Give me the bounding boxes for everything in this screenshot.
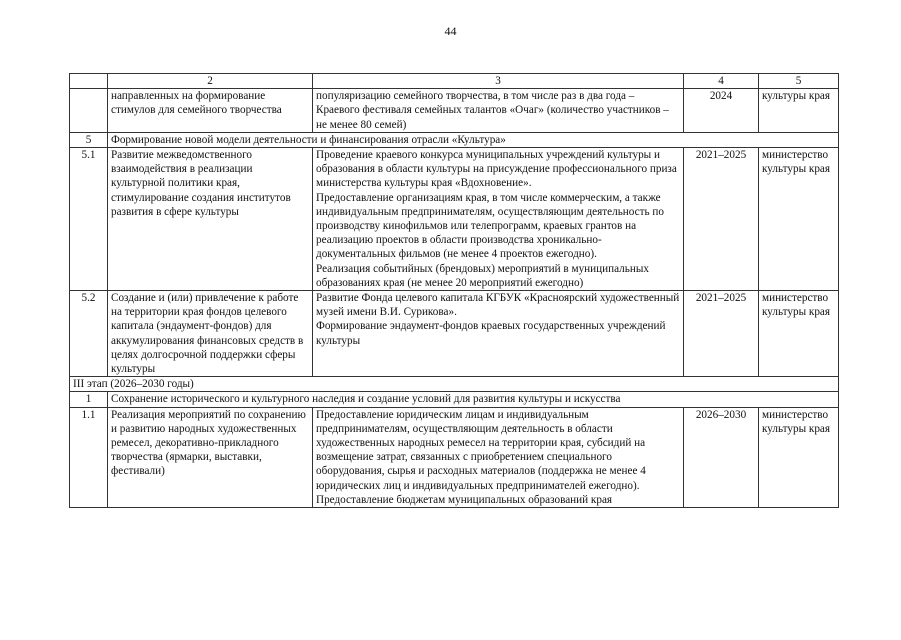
- description-cell: [313, 407, 684, 507]
- row-number: [70, 89, 108, 133]
- description-paragraph: Проведение краевого конкурса муниципальных учреждений культуры и образования в области культуры на присуждение профессионального приза министерства культуры края «Вдохновение».: [316, 149, 677, 190]
- plan-table: [69, 73, 839, 508]
- section-row: [70, 132, 839, 147]
- header-col-1: [70, 74, 108, 89]
- section-number: 5: [70, 132, 108, 147]
- section-title: Сохранение исторического и культурного наследия и создание условий для развития культуры и искусства: [108, 392, 839, 407]
- table-row: [70, 89, 839, 133]
- description-paragraph: Формирование эндаумент-фондов краевых государственных учреждений культуры: [316, 320, 666, 347]
- responsible-cell: министерство культуры края: [759, 148, 839, 291]
- row-number: 1.1: [70, 407, 108, 507]
- header-col-5: 5: [759, 74, 839, 89]
- period-cell: 2021–2025: [684, 291, 759, 377]
- stage-title: III этап (2026–2030 годы): [70, 377, 839, 392]
- period-cell: 2024: [684, 89, 759, 133]
- description-paragraph: Реализация событийных (брендовых) мероприятий в муниципальных образованиях края (не менее 20 мероприятий ежегодно): [316, 262, 649, 289]
- section-title: Формирование новой модели деятельности и финансирования отрасли «Культура»: [108, 132, 839, 147]
- row-number: 5.2: [70, 291, 108, 377]
- description-paragraph: Развитие Фонда целевого капитала КГБУК «Красноярский художественный музей имени В.И. Сурикова».: [316, 292, 680, 319]
- description-cell: [313, 148, 684, 291]
- activity-cell: Реализация мероприятий по сохранению и развитию народных художественных ремесел, декоративно-прикладного творчества (ярмарки, выставки, фестивали): [108, 407, 313, 507]
- description-paragraph: Предоставление организациям края, в том числе коммерческим, а также индивидуальным предпринимателям, осуществляющим деятельность по производству кинофильмов или телепрограмм, краевых грантов на реализацию проектов в области производства хроникально-документальных фильмов (не менее 4 проектов ежегодно).: [316, 191, 664, 261]
- period-cell: 2021–2025: [684, 148, 759, 291]
- responsible-cell: министерство культуры края: [759, 407, 839, 507]
- responsible-cell: культуры края: [759, 89, 839, 133]
- page-number: 44: [444, 24, 457, 38]
- activity-cell: направленных на формирование стимулов для семейного творчества: [108, 89, 313, 133]
- header-col-4: 4: [684, 74, 759, 89]
- header-col-3: 3: [313, 74, 684, 89]
- row-number: 5.1: [70, 148, 108, 291]
- responsible-cell: министерство культуры края: [759, 291, 839, 377]
- section-number: 1: [70, 392, 108, 407]
- description-paragraph: Предоставление юридическим лицам и индивидуальным предпринимателям, осуществляющим деятельность в области художественных народных ремесел на территории края, субсидий на возмещение затрат, связанных с приобретением специального оборудования, сырья и расходных материалов (поддержка не менее 4 юридических лиц и индивидуальных предпринимателей ежегодно).: [316, 408, 646, 492]
- header-row: [70, 74, 839, 89]
- activity-cell: Развитие межведомственного взаимодействия в реализации культурной политики края, стимулирование создания институтов развития в сфере культуры: [108, 148, 313, 291]
- table-row: [70, 148, 839, 291]
- table-row: [70, 291, 839, 377]
- period-cell: 2026–2030: [684, 407, 759, 507]
- description-cell: [313, 291, 684, 377]
- description-cell: популяризацию семейного творчества, в том числе раз в два года – Краевого фестиваля семейных талантов «Очаг» (количество участников – не менее 80 семей): [313, 89, 684, 133]
- stage-row: [70, 377, 839, 392]
- header-col-2: 2: [108, 74, 313, 89]
- description-paragraph: Предоставление бюджетам муниципальных образований края: [316, 493, 613, 506]
- activity-cell: Создание и (или) привлечение к работе на территории края фондов целевого капитала (эндаумент-фондов) для аккумулирования финансовых средств в целях долгосрочной поддержки сферы культуры: [108, 291, 313, 377]
- table-row: [70, 407, 839, 507]
- section-row: [70, 392, 839, 407]
